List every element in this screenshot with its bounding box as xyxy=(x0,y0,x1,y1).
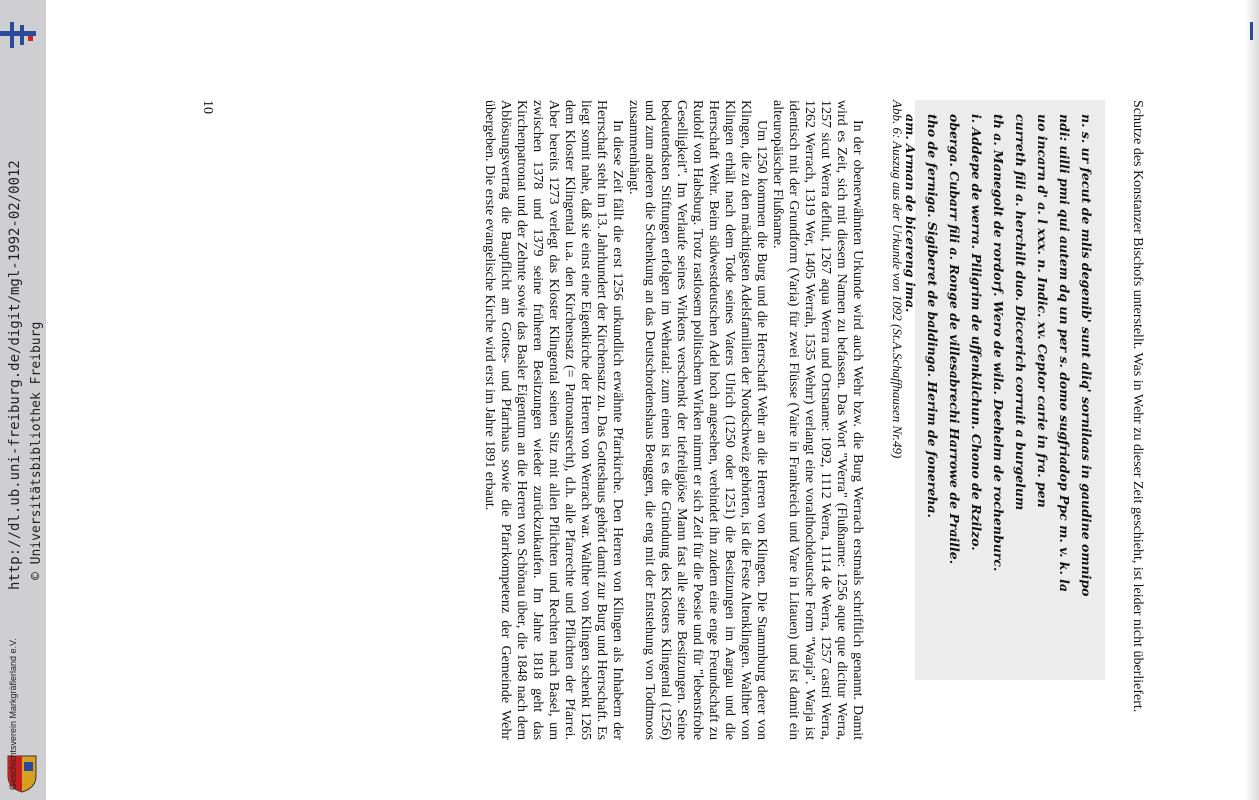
manuscript-line: i. Addepe de werra. Piligrim de uffenkilchun. Chono de Rzilzo. xyxy=(969,114,984,551)
association-name: Geschichtsverein Markgräflerland e.V. xyxy=(8,638,18,790)
page-number: 10 xyxy=(200,100,215,114)
manuscript-line: ndi: uilli pmi qui autem dq un per s. domo sugfriadop Ppc m. v. k. la xyxy=(1057,114,1072,592)
edge-mark-icon xyxy=(1249,22,1257,40)
library-logo-icon xyxy=(0,22,36,48)
manuscript-line: oberga. Cubarr fili a. Ronge de villesabrechi Harrowe de Praille. xyxy=(947,114,962,565)
paragraph: In der obenerwähnten Urkunde wird auch Wehr bzw. die Burg Werrach erstmals schriftlich genannt. Damit wird es Zeit, sich mit diesem Namen zu befassen. Das Wort "Werra" (Flußname: 1256 aque que dicitur Werra, 1257 sicut Werra defluit, 1267 aqua Werra und Ortsname: 1092, 1112 Werra, 1114 de Werra, 1257 castri Werra, 1262 Werrach, 1319 Wer, 1405 Werrah, 1535 Wehrr) verlangt eine voralthochdeutsche Form "Warja". Warja ist identisch mit der Grundform (Varia) für zwei Flüsse (Vaire in Frankreich und Vare in Litauen) und ist damit ein alteuropäischer Flußname. xyxy=(770,100,865,740)
paragraph: In diese Zeit fällt die erst 1256 urkundlich erwähnte Pfarrkirche. Den Herren von Klingen als Inhabern der Herrschaft steht im 13. Jahrhundert der Kirchensatz zu. Das Gotteshaus gehört damit zur Burg und Herrschaft. Es liegt somit nahe, daß sie einst eine Eigenkirche der Herren von Werrach war. Walther von Klingen schenkt 1265 dem Kloster Klingental u.a. den Kirchensatz (= Patronatsrecht), d.h. alle Pfarrechte und Pflichten der Pfarrei. Aber bereits 1273 verlegt das Kloster Klingental seinen Sitz mit allen Pflichten und Rechten nach Basel, um zwischen 1378 und 1379 seine früheren Besitzungen wieder zurückzukaufen. Im Jahre 1818 geht das Kirchenpatronat und der Zehnte sowie das Basler Eigentum an die Herren von Schönau über, die 1848 nach dem Ablösungsvertrag die Baupflicht am Gottes- und Pfarrhaus sowie die Pfarrkompetenz der Gemeinde Wehr übergeben. Die erste evangelische Kirche wird erst im Jahre 1891 erbaut. xyxy=(482,100,625,740)
manuscript-line: n. s. ur fecut de mlis degenib' sunt aliq' sornilaas in gaudine omnipo xyxy=(1079,114,1094,597)
scanned-page xyxy=(185,100,1145,750)
manuscript-excerpt-image xyxy=(903,100,1105,680)
right-page-edge xyxy=(1245,0,1259,800)
manuscript-line: th a. Manegolt de rordorf. Wero de wila. Deehelm de rochenburc. xyxy=(991,114,1006,572)
manuscript-line: curreth fili a. herchilt duo. Diccerich corruit a burgelum xyxy=(1013,114,1028,511)
source-url[interactable]: http://dl.ub.uni-freiburg.de/digit/mgl-1992-02/0012 xyxy=(7,160,23,590)
manuscript-line: am. Arman de bicereng ima. xyxy=(903,114,918,313)
paragraph: Um 1250 kommen die Burg und die Herrschaft Wehr an die Herren von Klingen. Die Stammburg derer von Klingen, die zu den mächtigsten Adelsfamilien der Nordschweiz gehörten, ist die Feste Altenklingen. Walther von Klingen erhält nach dem Tode seines Vaters Ulrich (1250 oder 1251) die Besitzungen im Aargau und die Herrschaft Wehr. Beim südwestdeutschen Adel hoch angesehen, verbindet ihn zudem eine enge Freundschaft zu Rudolf von Habsburg. Trotz rastlosem politischem Wirken nimmt er sich Zeit für die Poesie und für "lebensfrohe Geselligkeit". Im Verlaufe seines Wirkens verschenkt der tiefreligiöse Mann fast alle seine Besitzungen. Seine bedeutendsten Stiftungen erfolgen im Wehratal: zum einen ist es die Gründung des Klosters Klingental (1256) und zum anderen die Schenkung an das Deutschordenshaus Beuggen, die eng mit der Entstehung von Todtmoos zusammenhängt. xyxy=(626,100,769,740)
manuscript-line: uo incarn d' a. l xxx. n. Indic. xv. Ceptor carie in fra. pen xyxy=(1035,114,1050,508)
body-text xyxy=(481,100,865,740)
left-margin-strip xyxy=(0,0,46,800)
figure-caption: Abb. 6: Auszug aus der Urkunde von 1092 (St.A.Schaffhausen Nr.49) xyxy=(890,100,905,459)
intro-text: Schutze des Konstanzer Bischofs unterstellt. Was in Wehr zu dieser Zeit geschieht, ist leider nicht überliefert. xyxy=(1130,100,1145,713)
manuscript-line: tho de ferniga. Sigiberet de baldinga. Herim de fonereha. xyxy=(925,114,940,518)
copyright-notice: © Universitätsbibliothek Freiburg xyxy=(29,321,44,580)
